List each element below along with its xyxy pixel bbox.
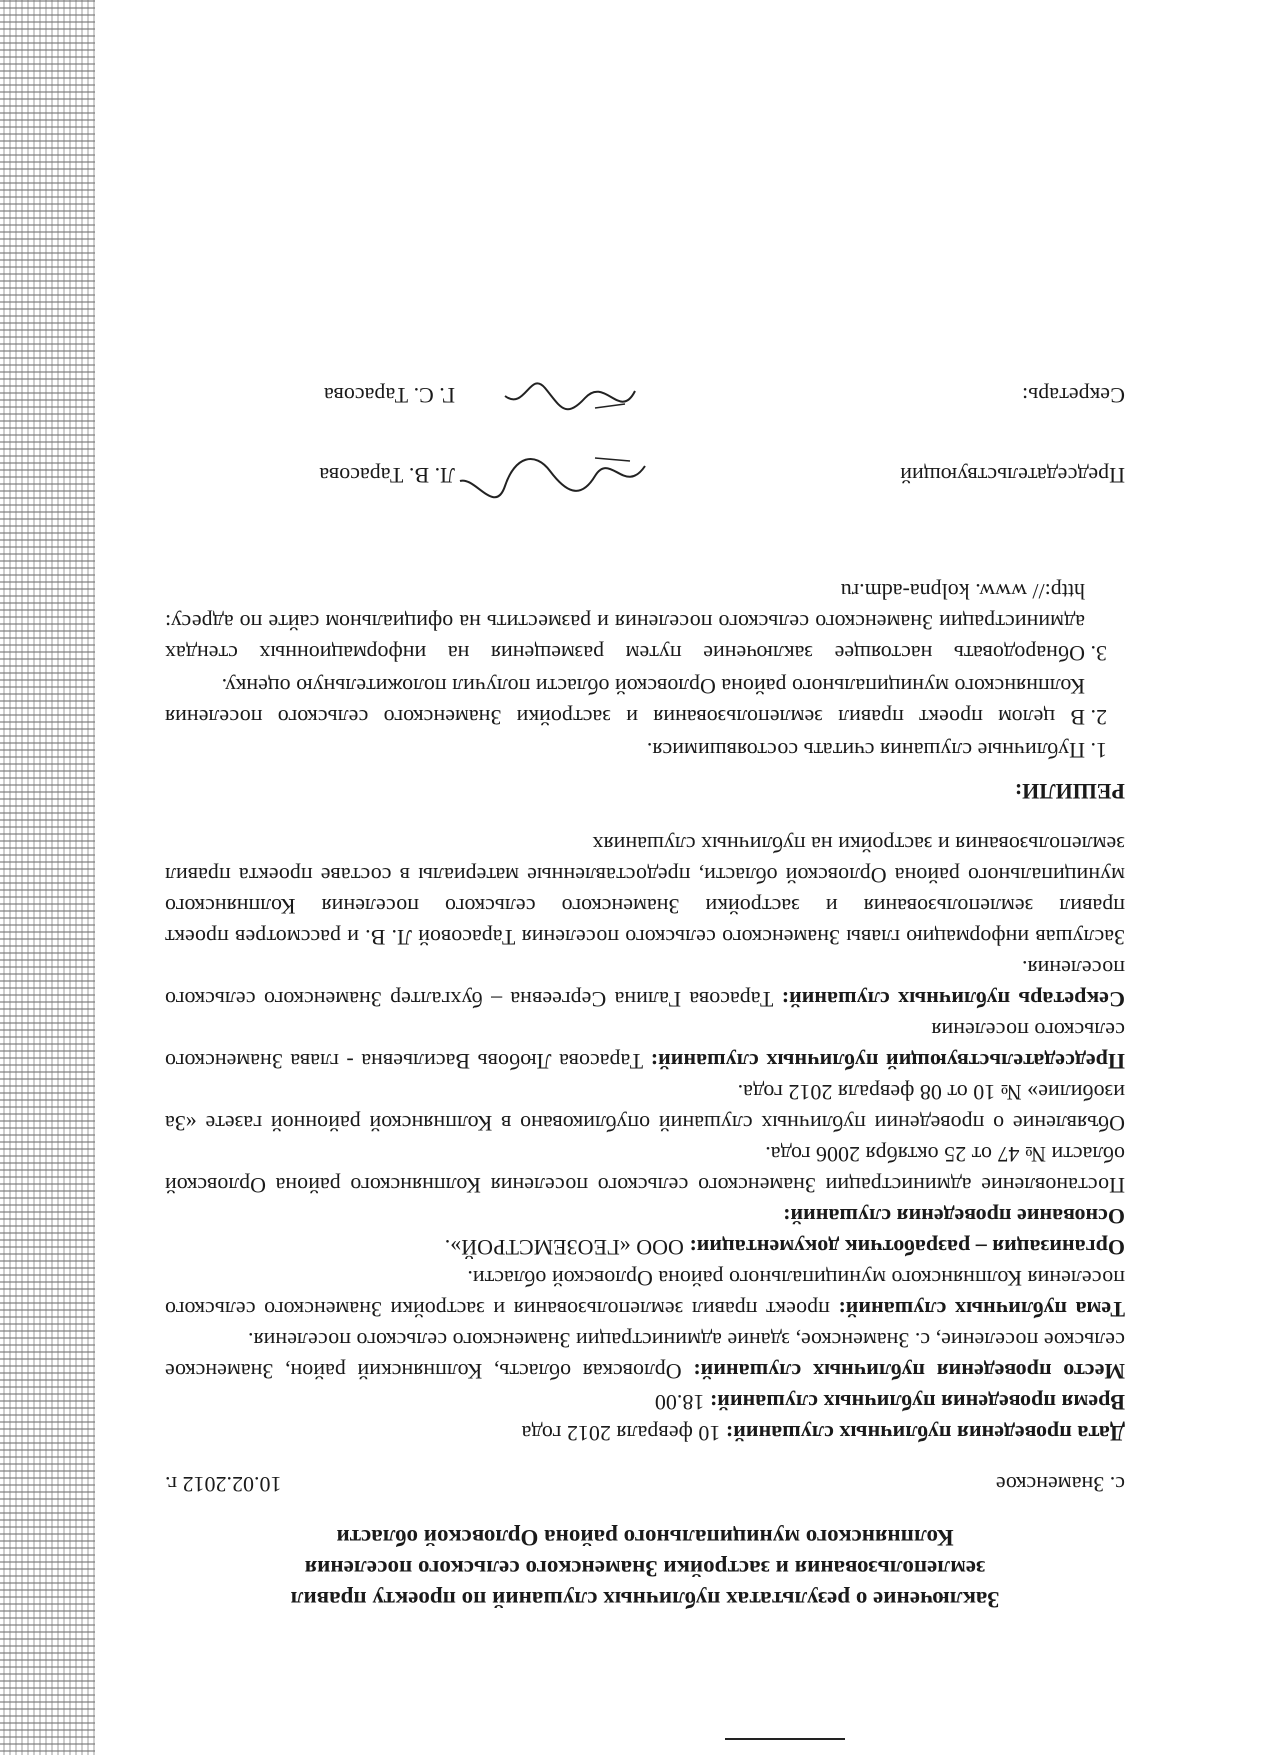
hearing-topic — [165, 1263, 1125, 1325]
top-rule — [725, 1738, 845, 1740]
title-line-2: землепользования и застройки Знаменского сельского поселения — [304, 1556, 986, 1581]
decision-item: 2. В целом проект правил землепользования и застройки Знаменского сельского поселения Колпнянского муниципального района Орловской области получил положительную оценку. — [165, 671, 1085, 733]
chair-signature-row — [165, 446, 1125, 506]
document-body — [165, 366, 1125, 1615]
hearing-place-value: Орловская область, Колпнянский район, Знаменское сельское поселение, с. Знаменское, здание администрации Знаменского сельского поселения. — [165, 1328, 1125, 1384]
hearing-time — [165, 1387, 1125, 1418]
developer-org-value: ООО «ГЕОЗЕМСТРОЙ». — [444, 1235, 690, 1260]
title-line-1: Заключение о результатах публичных слушаний по проекту правил — [290, 1587, 1000, 1612]
developer-org-label: Организация – разработчик документации: — [689, 1235, 1125, 1260]
hearing-date-label: Дата проведения публичных слушаний: — [725, 1421, 1125, 1446]
secretary-role: Секретарь: — [1022, 383, 1125, 409]
place-date-row — [165, 1469, 1125, 1500]
announcement-paragraph: Объявление о проведении публичных слушаний опубликовано в Колпнянской районной газете «За изобилие» № 10 от 08 февраля 2012 года. — [165, 1080, 1125, 1136]
secretary — [165, 953, 1125, 1015]
hearing-topic-label: Тема публичных слушаний: — [838, 1297, 1125, 1322]
hearing-time-value: 18.00 — [654, 1390, 710, 1415]
chairperson-label: Председательствующий публичных слушаний: — [650, 1049, 1125, 1074]
secretary-signature-row — [165, 366, 1125, 426]
title-line-3: Колпнянского муниципального района Орловской области — [336, 1525, 954, 1550]
document-date: 10.02.2012 г. — [165, 1472, 282, 1497]
hearing-time-label: Время проведения публичных слушаний: — [709, 1390, 1125, 1415]
chairperson-value: Тарасова Любовь Васильевна - глава Знаменского сельского поселения — [165, 1018, 1125, 1074]
hearing-place-label: Место проведения публичных слушаний: — [693, 1359, 1125, 1384]
chair-name: Л. В. Тарасова — [319, 463, 455, 489]
hearing-date — [165, 1418, 1125, 1449]
hearing-place — [165, 1325, 1125, 1387]
decision-item: 1. Публичные слушания считать состоявшимися. — [165, 735, 1085, 766]
secretary-value: Тарасова Галина Сергеевна – бухгалтер Знаменского сельского поселения. — [165, 956, 1125, 1012]
scanner-edge-artifact — [0, 0, 95, 1755]
developer-org — [165, 1232, 1125, 1263]
handwritten-signature-secretary — [455, 366, 655, 426]
decision-item: 3. Обнародовать настоящее заключение путем размещения на информационных стендах администрации Знаменского сельского поселения и разместить на официальном сайте по адресу: http:// www. kolpna-adm.ru — [165, 576, 1085, 669]
decision-list — [165, 576, 1125, 766]
document-title — [165, 1522, 1125, 1615]
handwritten-signature-chair — [455, 446, 655, 506]
chair-role: Председательствующий — [900, 463, 1125, 489]
hearing-date-value: 10 февраля 2012 года — [521, 1421, 726, 1446]
resolution-paragraph: Постановление администрации Знаменского сельского поселения Колпнянского района Орловской области № 47 от 25 октября 2006 года. — [165, 1142, 1125, 1198]
basis-heading — [165, 1201, 1125, 1232]
hearing-topic-value: проект правил землепользования и застройки Знаменского сельского поселения Колпнянского муниципального района Орловской области. — [165, 1266, 1125, 1322]
place: с. Знаменское — [995, 1472, 1125, 1497]
secretary-label: Секретарь публичных слушаний: — [781, 987, 1125, 1012]
decision-heading: РЕШИЛИ: — [1014, 779, 1125, 804]
secretary-name: Г. С. Тарасова — [324, 383, 455, 409]
basis-label: Основание проведения слушаний: — [783, 1204, 1125, 1229]
chairperson — [165, 1015, 1125, 1077]
review-paragraph: Заслушав информацию главы Знаменского сельского поселения Тарасовой Л. В. и рассмотрев проект правил землепользования и застройки Знаменского сельского поселения Колпнянского муниципального района Орловской области, предоставленные материалы в составе проекта правил землепользования и застройки на публичных слушаниях — [165, 832, 1125, 950]
